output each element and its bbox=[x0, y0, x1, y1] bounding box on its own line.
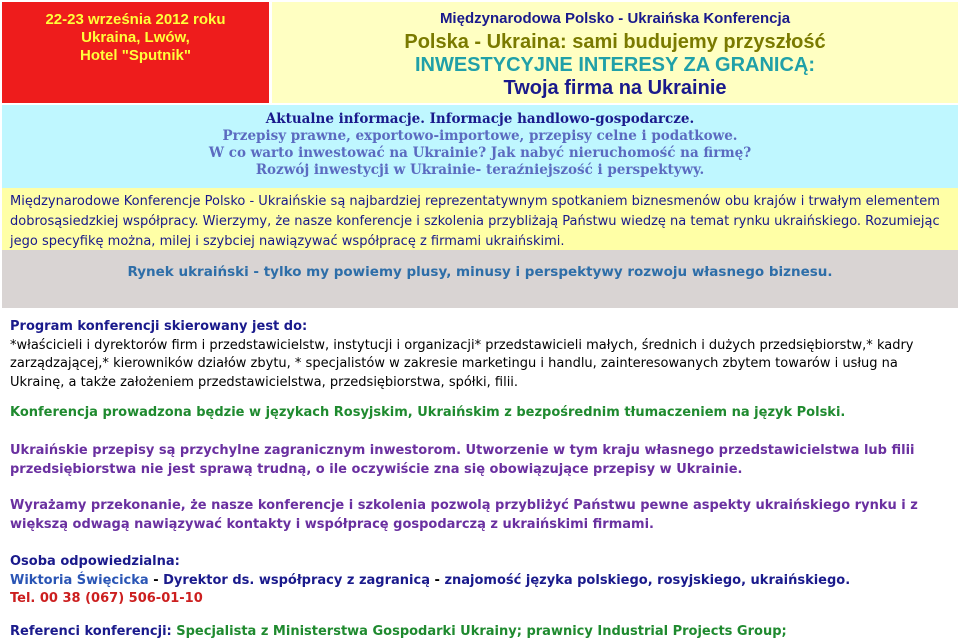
contact-phone: Tel. 00 38 (067) 506-01-10 bbox=[10, 591, 203, 606]
program-heading: Program konferencji skierowany jest do: bbox=[10, 319, 308, 334]
intro-text: Międzynarodowe Konferencje Polsko - Ukraińskie są najbardziej reprezentatywnym spotkaniem biznesmenów obu krajów i trwałym elementem dobrosąsiedzkiej współpracy. Wierzymy, że nasze konferencje i szkolenia przybliżają Państwu wiedzę na temat rynku ukraińskiego. Rozumiejąc jego specyfikę można, milej i szybciej nawiązywać współpracę z firmami ukraińskimi. bbox=[10, 194, 940, 249]
market-banner bbox=[2, 250, 958, 308]
program-text: *właścicieli i dyrektorów firm i przedstawicielstw, instytucji i organizacji* przedstawicieli małych, średnich i dużych przedsiębiorstw,* kadry zarządzającej,* kierowników działów zbytu, * specjalistów w zakresie marketingu i handlu, zainteresowanych zbytem towarów i usług na Ukrainę, a także założeniem przedstawicielstwa, przedsiębiorstwa, spółki, filii. bbox=[10, 337, 914, 390]
contact-languages: znajomość języka polskiego, rosyjskiego, ukraińskiego. bbox=[444, 572, 851, 588]
event-location: Ukraina, Lwów, bbox=[81, 29, 190, 46]
regulations-text: Ukraińskie przepisy są przychylne zagranicznym inwestorom. Utworzenie w tym kraju własnego przedstawicielstwa lub filii przedsiębiorstwa nie jest sprawą trudną, o ile oczywiście zna się obowiązujące przepisy w Ukrainie. bbox=[10, 443, 915, 477]
speakers-section bbox=[10, 623, 955, 642]
speakers-label: Referenci konferencji: bbox=[10, 624, 172, 639]
topics-box bbox=[2, 105, 958, 188]
contact-section bbox=[10, 553, 955, 609]
conviction-section bbox=[10, 497, 955, 534]
contact-dash-2: - bbox=[429, 572, 445, 588]
conference-name: Międzynarodowa Polsko - Ukraińska Konferencja bbox=[439, 10, 791, 27]
intro-box bbox=[2, 188, 958, 250]
topic-4: Rozwój inwestycji w Ukrainie- teraźniejszość i perspektywy. bbox=[255, 162, 705, 178]
speakers-text: Specjalista z Ministerstwa Gospodarki Ukrainy; prawnicy Industrial Projects Group; bbox=[171, 624, 787, 639]
languages-text: Konferencja prowadzona będzie w językach Rosyjskim, Ukraińskim z bezpośrednim tłumaczeniem na język Polski. bbox=[10, 405, 846, 420]
event-hotel: Hotel "Sputnik" bbox=[80, 47, 191, 64]
languages-section bbox=[10, 404, 955, 423]
conference-subtitle: INWESTYCYJNE INTERESY ZA GRANICĄ: bbox=[414, 54, 816, 76]
conference-motto: Polska - Ukraina: sami budujemy przyszłość bbox=[404, 31, 826, 53]
conviction-text: Wyrażamy przekonanie, że nasze konferencje i szkolenia pozwolą przybliżyć Państwu pewne aspekty ukraińskiego rynku i z większą odwagą nawiązywać kontakty i współpracę gospodarczą z ukraińskimi firmami. bbox=[10, 498, 918, 532]
topic-3: W co warto inwestować na Ukrainie? Jak nabyć nieruchomość na firmę? bbox=[208, 145, 752, 161]
program-section bbox=[10, 318, 955, 392]
conference-title-box bbox=[272, 2, 958, 103]
topic-1: Aktualne informacje. Informacje handlowo-gospodarcze. bbox=[265, 111, 695, 127]
header bbox=[0, 0, 960, 103]
contact-name: Wiktoria Święcicka bbox=[10, 572, 149, 588]
event-info-box bbox=[2, 2, 269, 103]
contact-dash-1: - bbox=[148, 572, 164, 588]
topic-2: Przepisy prawne, exportowo-importowe, przepisy celne i podatkowe. bbox=[222, 128, 738, 144]
regulations-section bbox=[10, 442, 955, 479]
contact-role: Dyrektor ds. współpracy z zagranicą bbox=[163, 572, 430, 588]
contact-heading: Osoba odpowiedzialna: bbox=[10, 554, 180, 569]
conference-tagline: Twoja firma na Ukrainie bbox=[503, 77, 727, 99]
event-date: 22-23 września 2012 roku bbox=[45, 11, 226, 28]
market-banner-text: Rynek ukraiński - tylko my powiemy plusy, minusy i perspektywy rozwoju własnego biznesu. bbox=[127, 264, 833, 280]
